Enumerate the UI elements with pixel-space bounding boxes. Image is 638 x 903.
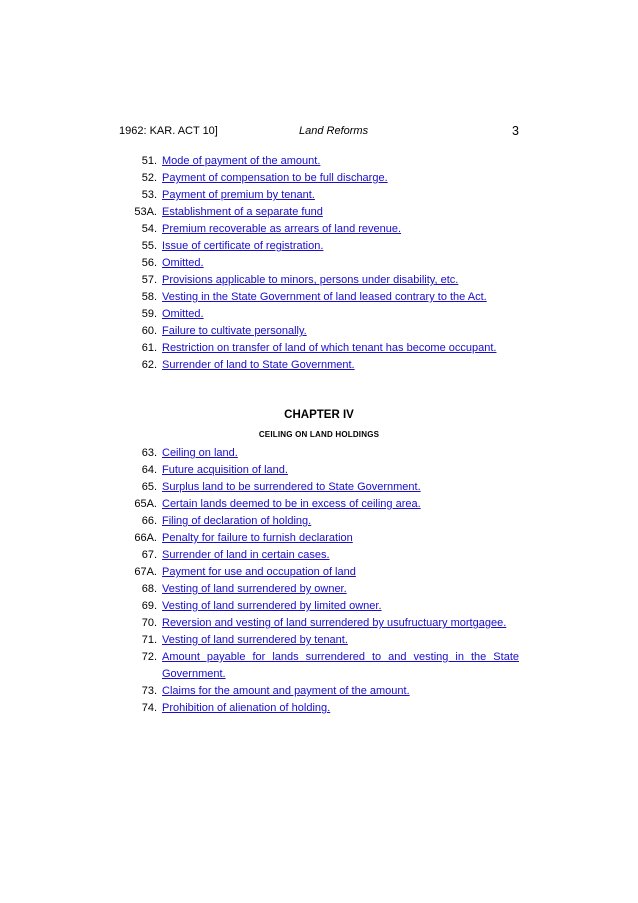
section-link[interactable]: Amount payable for lands surrendered to and vesting in the State Government. <box>162 651 519 680</box>
section-number: 63. <box>141 447 157 459</box>
section-number: 73. <box>141 685 157 697</box>
list-item <box>119 340 519 357</box>
list-item <box>119 700 519 717</box>
list-item <box>119 581 519 598</box>
section-number: 53A. <box>134 206 157 218</box>
list-item <box>119 683 519 700</box>
section-link[interactable]: Payment of premium by tenant. <box>162 189 315 201</box>
section-link[interactable]: Prohibition of alienation of holding. <box>162 702 331 714</box>
section-number: 61. <box>141 342 157 354</box>
section-link[interactable]: Payment of compensation to be full discharge. <box>162 172 388 184</box>
section-link[interactable]: Vesting of land surrendered by owner. <box>162 583 347 595</box>
section-number: 69. <box>141 600 157 612</box>
list-item <box>119 598 519 615</box>
list-item <box>119 649 519 683</box>
section-link[interactable]: Surrender of land in certain cases. <box>162 549 330 561</box>
section-link[interactable]: Premium recoverable as arrears of land revenue. <box>162 223 402 235</box>
chapter-title: CHAPTER IV <box>284 409 354 421</box>
list-item <box>119 357 519 374</box>
section-number: 60. <box>141 325 157 337</box>
section-link[interactable]: Establishment of a separate fund <box>162 206 323 218</box>
section-link[interactable]: Penalty for failure to furnish declaration <box>162 532 353 544</box>
list-item <box>119 204 519 221</box>
section-link[interactable]: Omitted. <box>162 257 204 269</box>
section-link[interactable]: Failure to cultivate personally. <box>162 325 307 337</box>
section-link[interactable]: Restriction on transfer of land of which tenant has become occupant. <box>162 342 497 354</box>
section-number: 74. <box>141 702 157 714</box>
page-header <box>119 123 519 139</box>
section-number: 64. <box>141 464 157 476</box>
list-item <box>119 153 519 170</box>
section-list-part1 <box>119 153 519 374</box>
list-item <box>119 615 519 632</box>
section-number: 54. <box>141 223 157 235</box>
section-number: 51. <box>141 155 157 167</box>
page-number: 3 <box>512 124 519 138</box>
list-item <box>119 462 519 479</box>
section-link[interactable]: Provisions applicable to minors, persons under disability, etc. <box>162 274 459 286</box>
section-number: 65A. <box>134 498 157 510</box>
section-number: 68. <box>141 583 157 595</box>
section-number: 71. <box>141 634 157 646</box>
section-link[interactable]: Omitted. <box>162 308 204 320</box>
list-item <box>119 445 519 462</box>
section-number: 57. <box>141 274 157 286</box>
list-item <box>119 513 519 530</box>
section-link[interactable]: Issue of certificate of registration. <box>162 240 324 252</box>
list-item <box>119 170 519 187</box>
section-number: 70. <box>141 617 157 629</box>
section-number: 59. <box>141 308 157 320</box>
section-list-part2 <box>119 445 519 717</box>
document-title: Land Reforms <box>299 125 369 137</box>
list-item <box>119 496 519 513</box>
list-item <box>119 272 519 289</box>
section-link[interactable]: Claims for the amount and payment of the amount. <box>162 685 410 697</box>
section-link[interactable]: Ceiling on land. <box>162 447 238 459</box>
section-number: 55. <box>141 240 157 252</box>
list-item <box>119 289 519 306</box>
section-link[interactable]: Surrender of land to State Government. <box>162 359 355 371</box>
section-link[interactable]: Mode of payment of the amount. <box>162 155 321 167</box>
list-item <box>119 323 519 340</box>
list-item <box>119 255 519 272</box>
section-number: 62. <box>141 359 157 371</box>
section-number: 53. <box>141 189 157 201</box>
list-item <box>119 187 519 204</box>
section-number: 56. <box>141 257 157 269</box>
section-number: 52. <box>141 172 157 184</box>
section-number: 58. <box>141 291 157 303</box>
section-link[interactable]: Vesting of land surrendered by tenant. <box>162 634 348 646</box>
list-item <box>119 221 519 238</box>
section-number: 66. <box>141 515 157 527</box>
list-item <box>119 547 519 564</box>
section-link[interactable]: Vesting of land surrendered by limited owner. <box>162 600 382 612</box>
section-link[interactable]: Payment for use and occupation of land <box>162 566 356 578</box>
section-number: 66A. <box>134 532 157 544</box>
section-link[interactable]: Certain lands deemed to be in excess of ceiling area. <box>162 498 421 510</box>
list-item <box>119 238 519 255</box>
section-number: 65. <box>141 481 157 493</box>
section-number: 67. <box>141 549 157 561</box>
act-reference: 1962: KAR. ACT 10] <box>119 125 218 137</box>
section-link[interactable]: Reversion and vesting of land surrendered by usufructuary mortgagee. <box>162 617 507 629</box>
list-item <box>119 564 519 581</box>
section-number: 67A. <box>134 566 157 578</box>
section-link[interactable]: Vesting in the State Government of land leased contrary to the Act. <box>162 291 487 303</box>
chapter-subtitle: CEILING ON LAND HOLDINGS <box>258 430 380 439</box>
list-item <box>119 632 519 649</box>
section-link[interactable]: Filing of declaration of holding. <box>162 515 312 527</box>
section-link[interactable]: Surplus land to be surrendered to State Government. <box>162 481 421 493</box>
list-item <box>119 306 519 323</box>
list-item <box>119 479 519 496</box>
section-number: 72. <box>141 651 157 663</box>
section-link[interactable]: Future acquisition of land. <box>162 464 288 476</box>
list-item <box>119 530 519 547</box>
